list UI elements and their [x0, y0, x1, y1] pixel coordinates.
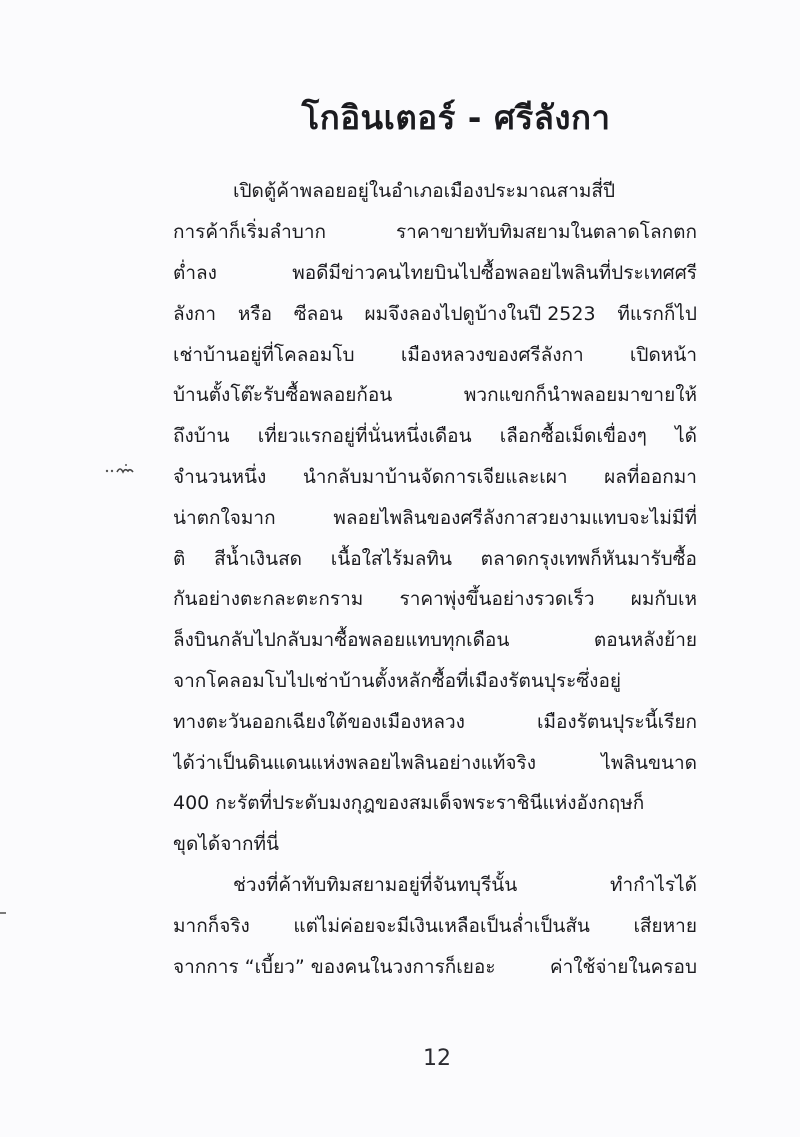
text-line: [173, 253, 697, 294]
text-segment: ทางตะวันออกเฉียงใต้ของเมืองหลวง: [173, 710, 465, 733]
text-segment: นำกลับมาบ้านจัดการเจียและเผา: [302, 465, 568, 488]
text-segment: จากโคลอมโบไปเช่าบ้านตั้งหลักซื้อที่เมืองรัตนปุระซึ่งอยู่: [173, 669, 622, 692]
text-segment: ได้ว่าเป็นดินแดนแห่งพลอยไพลินอย่างแท้จริง: [173, 751, 537, 774]
text-segment: พลอยไพลินของศรีลังกาสวยงามแทบจะไม่มีที่: [333, 506, 697, 529]
text-line: [173, 171, 697, 212]
text-line: [173, 620, 697, 661]
text-line: [173, 375, 697, 416]
text-segment: ทำกำไรได้: [609, 873, 697, 896]
text-segment: ซีลอน: [293, 302, 343, 325]
text-segment: น่าตกใจมาก: [173, 506, 276, 529]
text-segment: ได้: [675, 425, 697, 448]
text-line: [173, 579, 697, 620]
text-segment: พวกแขกก็นำพลอยมาขายให้: [463, 384, 697, 407]
text-segment: ต่ำลง: [173, 261, 217, 284]
text-line: [173, 865, 697, 906]
text-segment: มากก็จริง: [173, 914, 250, 937]
chapter-title: โกอินเตอร์ - ศรีลังกา: [301, 98, 611, 137]
text-line: [173, 334, 697, 375]
text-line: [173, 905, 697, 946]
text-segment: ถึงบ้าน: [173, 425, 230, 448]
text-line: [173, 742, 697, 783]
text-line: [173, 416, 697, 457]
text-line: [173, 497, 697, 538]
text-segment: จากการ “เบี้ยว” ของคนในวงการก็เยอะ: [173, 955, 496, 978]
text-line: [173, 783, 697, 824]
text-segment: ขุดได้จากที่นี่: [173, 833, 280, 856]
text-segment: การค้าก็เริ่มลำบาก: [173, 221, 327, 244]
text-line: [173, 661, 697, 702]
text-segment: เลือกซื้อเม็ดเขื่องๆ: [499, 425, 647, 448]
edge-mark: [0, 912, 6, 914]
text-segment: พอดีมีข่าวคนไทยบินไปซื้อพลอยไพลินที่ประเทศศรี: [292, 261, 697, 284]
text-line: [173, 701, 697, 742]
text-segment: ช่วงที่ค้าทับทิมสยามอยู่ที่จันทบุรีนั้น: [233, 873, 518, 896]
text-segment: ตลาดกรุงเทพก็หันมารับซื้อ: [480, 547, 697, 570]
text-segment: ค่าใช้จ่ายในครอบ: [549, 955, 697, 978]
text-segment: ผมจึงลองไปดูบ้างในปี 2523: [364, 302, 596, 325]
text-segment: 400 กะรัตที่ประดับมงกุฎของสมเด็จพระราชินีแห่งอังกฤษก็: [173, 792, 645, 815]
text-segment: ราคาพุ่งขึ้นอย่างรวดเร็ว: [399, 588, 595, 611]
text-segment: จำนวนหนึ่ง: [173, 465, 267, 488]
text-segment: ลังกา: [173, 302, 217, 325]
text-line: [173, 946, 697, 987]
text-line: [173, 212, 697, 253]
text-segment: สีน้ำเงินสด: [214, 547, 303, 570]
text-segment: ไพลินขนาด: [601, 751, 697, 774]
text-line: [173, 824, 697, 865]
text-segment: ราคาขายทับทิมสยามในตลาดโลกตก: [395, 221, 697, 244]
text-segment: หรือ: [237, 302, 272, 325]
text-line: [173, 457, 697, 498]
text-segment: ตอนหลังย้าย: [593, 629, 697, 652]
text-segment: เช่าบ้านอยู่ที่โคลอมโบ: [173, 343, 355, 366]
text-segment: เปิดหน้า: [629, 343, 697, 366]
text-segment: บ้านตั้งโต๊ะรับซื้อพลอยก้อน: [173, 384, 393, 407]
body-text: [173, 171, 697, 987]
text-segment: กันอย่างตะกละตะกราม: [173, 588, 364, 611]
text-segment: เมืองรัตนปุระนี้เรียก: [536, 710, 697, 733]
text-segment: ผลที่ออกมา: [604, 465, 697, 488]
text-segment: เปิดตู้ค้าพลอยอยู่ในอำเภอเมืองประมาณสามสี่ปี: [233, 180, 616, 203]
text-segment: ผมกับเห: [630, 588, 697, 611]
text-segment: ล็งบินกลับไปกลับมาซื้อพลอยแทบทุกเดือน: [173, 629, 510, 652]
text-segment: เนื้อใสไร้มลทิน: [330, 547, 452, 570]
text-segment: เมืองหลวงของศรีลังกา: [400, 343, 584, 366]
text-segment: แต่ไม่ค่อยจะมีเงินเหลือเป็นล่ำเป็นสัน: [293, 914, 590, 937]
text-segment: ติ: [173, 547, 186, 570]
text-line: [173, 538, 697, 579]
margin-ink-mark: [104, 462, 136, 476]
page-number: 12: [423, 1046, 451, 1071]
text-segment: เสียหาย: [633, 914, 697, 937]
text-segment: เที่ยวแรกอยู่ที่นั่นหนึ่งเดือน: [257, 425, 472, 448]
text-line: [173, 293, 697, 334]
text-segment: ทีแรกก็ไป: [617, 302, 697, 325]
